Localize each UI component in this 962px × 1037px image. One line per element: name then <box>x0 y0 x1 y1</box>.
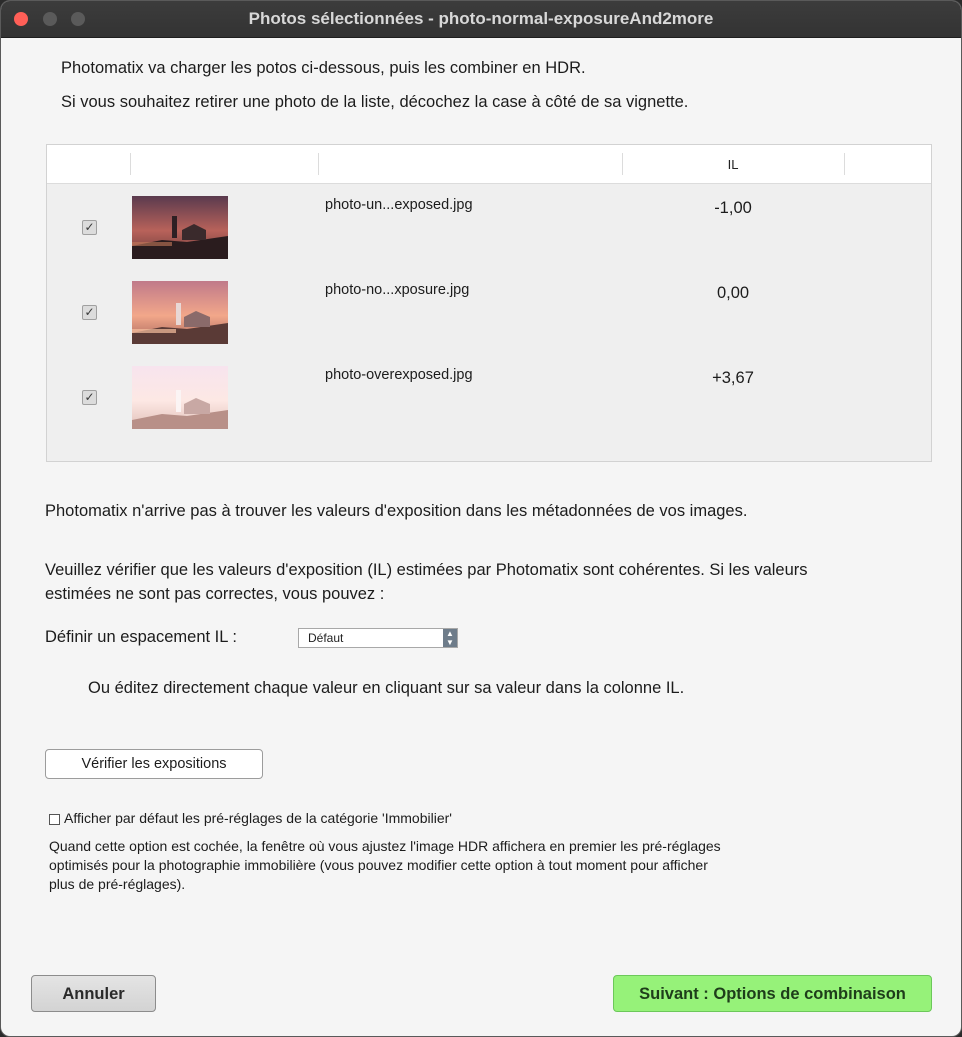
metadata-message: Photomatix n'arrive pas à trouver les valeurs d'exposition dans les métadonnées de vos images. <box>45 502 748 520</box>
photo-checkbox[interactable] <box>82 390 97 405</box>
photo-il-value[interactable]: 0,00 <box>716 284 750 302</box>
realestate-label[interactable]: Afficher par défaut les pré-réglages de la catégorie 'Immobilier' <box>64 810 452 826</box>
realestate-checkbox[interactable] <box>49 814 60 825</box>
photo-table <box>46 144 932 462</box>
realestate-note: Quand cette option est cochée, la fenêtre où vous ajustez l'image HDR affichera en premier les pré-réglages optimisés pour la photographie immobilière (vous pouvez modifier cette option à tout moment pour afficher plus de pré-réglages). <box>49 838 721 892</box>
photo-thumbnail <box>132 281 228 344</box>
photo-thumbnail <box>132 196 228 259</box>
verify-exposures-button[interactable]: Vérifier les expositions <box>45 749 263 779</box>
intro-line-2: Si vous souhaitez retirer une photo de la liste, décochez la case à côté de sa vignette. <box>61 93 689 111</box>
cancel-button[interactable]: Annuler <box>31 975 156 1012</box>
window-title: Photos sélectionnées - photo-normal-exposureAnd2more <box>248 9 714 28</box>
intro-line-1: Photomatix va charger les potos ci-dessous, puis les combiner en HDR. <box>61 59 586 77</box>
checkmark-icon: ✓ <box>84 305 95 319</box>
spacing-select-value: Défaut <box>308 631 344 645</box>
checkmark-icon: ✓ <box>84 220 95 234</box>
table-row <box>47 268 931 353</box>
table-row <box>47 183 931 268</box>
spacing-select[interactable] <box>298 628 458 648</box>
verify-message-line-2: estimées ne sont pas correctes, vous pouvez : <box>45 585 385 603</box>
photo-checkbox[interactable] <box>82 305 97 320</box>
column-separator <box>318 153 319 175</box>
spacing-label: Définir un espacement IL : <box>45 628 237 646</box>
title-bar <box>1 1 961 38</box>
edit-hint: Ou éditez directement chaque valeur en cliquant sur sa valeur dans la colonne IL. <box>88 679 685 697</box>
photo-checkbox[interactable] <box>82 220 97 235</box>
column-header-il[interactable]: IL <box>727 157 739 172</box>
photo-il-value[interactable]: -1,00 <box>714 199 752 217</box>
table-row <box>47 353 931 438</box>
table-header <box>47 145 931 184</box>
column-separator <box>844 153 845 175</box>
updown-chevron-icon: ▲ ▼ <box>443 629 457 647</box>
photo-thumbnail <box>132 366 228 429</box>
photo-filename: photo-un...exposed.jpg <box>325 197 473 213</box>
photo-filename: photo-no...xposure.jpg <box>325 282 470 298</box>
photo-filename: photo-overexposed.jpg <box>325 367 473 383</box>
verify-message-line-1: Veuillez vérifier que les valeurs d'exposition (IL) estimées par Photomatix sont cohérentes. Si les valeurs <box>45 561 808 579</box>
next-merge-options-button[interactable]: Suivant : Options de combinaison <box>613 975 932 1012</box>
checkmark-icon: ✓ <box>84 390 95 404</box>
photo-il-value[interactable]: +3,67 <box>712 369 754 387</box>
column-separator <box>130 153 131 175</box>
